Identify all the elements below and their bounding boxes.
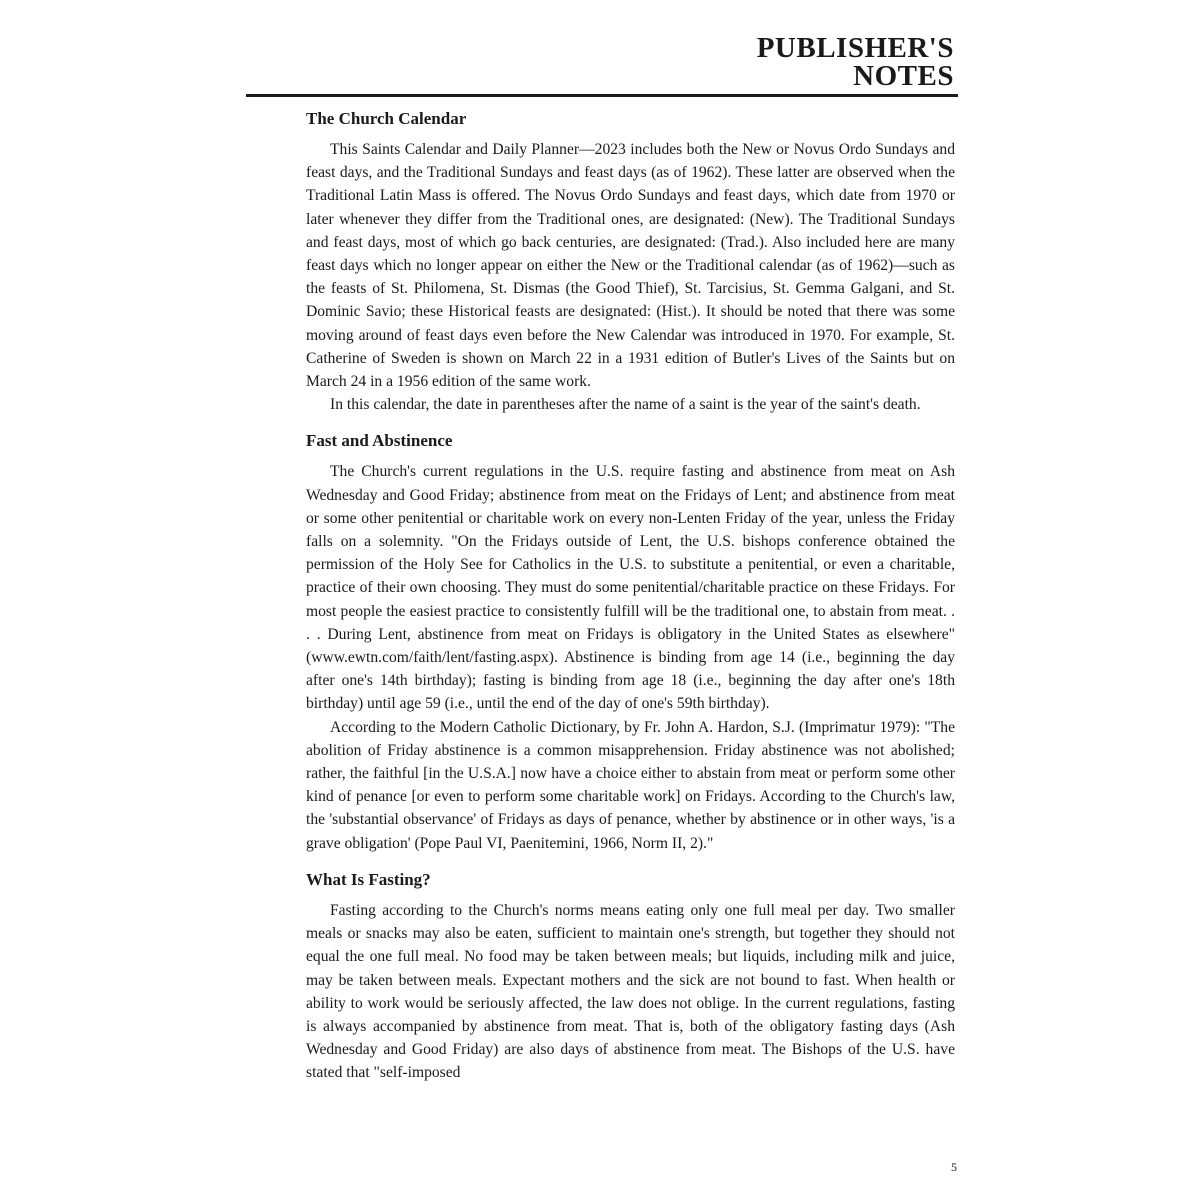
paragraph: Fasting according to the Church's norms means eating only one full meal per day. Two smaller meals or snacks may also be eaten, sufficient to maintain one's strength, but together they should not equal the one full meal. No food may be taken between meals; but liquids, including milk and juice, may be taken between meals. Expectant mothers and the sick are not bound to fast. When health or ability to work would be seriously affected, the law does not oblige. In the current regulations, fasting is always accompanied by abstinence from meat. That is, both of the obligatory fasting days (Ash Wednesday and Good Friday) are also days of abstinence from meat. The Bishops of the U.S. have stated that "self-imposed	[306, 901, 955, 1082]
page-title-line-2: NOTES	[853, 60, 954, 92]
section-heading: The Church Calendar	[306, 109, 467, 128]
section-heading: What Is Fasting?	[306, 869, 431, 889]
paragraph: In this calendar, the date in parentheses after the name of a saint is the year of the saint's death.	[330, 396, 921, 414]
section-what-is-fasting	[306, 867, 955, 1085]
section-fast-and-abstinence	[306, 428, 955, 854]
page-title	[757, 34, 954, 90]
paragraph: The Church's current regulations in the U.S. require fasting and abstinence from meat on Ash Wednesday and Good Friday; abstinence from meat on the Fridays of Lent; and abstinence from meat or some other penitential or charitable work on every non-Lenten Friday of the year, unless the Friday falls on a solemnity. "On the Fridays outside of Lent, the U.S. bishops conference obtained the permission of the Holy See for Catholics in the U.S. to substitute a penitential, or even a charitable, practice of their own choosing. They must do some penitential/charitable practice on these Fridays. For most people the easiest practice to consistently fulfill will be the traditional one, to abstain from meat. . . . During Lent, abstinence from meat on Fridays is obligatory in the United States as elsewhere" (www.ewtn.com/faith/lent/fasting.aspx). Abstinence is binding from age 14 (i.e., beginning the day after one's 14th birthday); fasting is binding from age 18 (i.e., beginning the day after one's 18th birthday) until age 59 (i.e., until the end of the day of one's 59th birthday).	[306, 463, 955, 713]
page-body	[306, 106, 955, 1097]
paragraph: This Saints Calendar and Daily Planner—2023 includes both the New or Novus Ordo Sundays and feast days, and the Traditional Sundays and feast days (as of 1962). These latter are observed when the Traditional Latin Mass is offered. The Novus Ordo Sundays and feast days, which date from 1970 or later whenever they differ from the Traditional ones, are designated: (New). The Traditional Sundays and feast days, most of which go back centuries, are designated: (Trad.). Also included here are many feast days which no longer appear on either the New or the Traditional calendar (as of 1962)—such as the feasts of St. Philomena, St. Dismas (the Good Thief), St. Tarcisius, St. Gemma Galgani, and St. Dominic Savio; these Historical feasts are designated: (Hist.). It should be noted that there was some moving around of feast days even before the New Calendar was introduced in 1970. For example, St. Catherine of Sweden is shown on March 22 in a 1931 edition of Butler's Lives of the Saints but on March 24 in a 1956 edition of the same work.	[306, 141, 955, 391]
page-title-line-1: PUBLISHER'S	[756, 32, 954, 64]
section-church-calendar	[306, 106, 955, 416]
header-rule	[246, 94, 958, 97]
paragraph: According to the Modern Catholic Dictionary, by Fr. John A. Hardon, S.J. (Imprimatur 1979): "The abolition of Friday abstinence is a common misapprehension. Friday abstinence was not abolished; rather, the faithful [in the U.S.A.] now have a choice either to abstain from meat or perform some other kind of penance [or even to perform some charitable work] on Fridays. According to the Church's law, the 'substantial observance' of Fridays as days of penance, whether by abstinence or in other ways, 'is a grave obligation' (Pope Paul VI, Paenitemini, 1966, Norm II, 2)."	[306, 718, 955, 852]
section-heading: Fast and Abstinence	[306, 431, 453, 451]
page-number: 5	[951, 1160, 957, 1174]
